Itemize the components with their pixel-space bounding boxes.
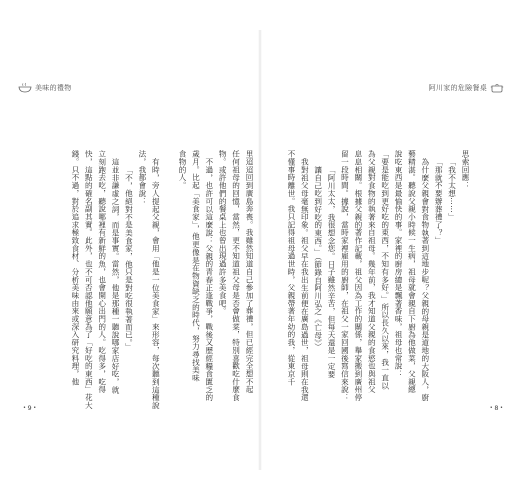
page-number: 8: [494, 404, 499, 412]
block-quote-column: 「不，他絕對不是美食家，他只是對吃很執著而已。」: [124, 165, 134, 351]
block-quote-column: 讓自己吃到好吃的東西。」（節錄自阿川弘之《亡母》）: [313, 165, 323, 351]
text-column: 食物的人。: [178, 150, 188, 190]
text-column: 歲月。比起「美食家」，他更像是在物資缺乏的時代，努力尋找美味: [191, 150, 201, 382]
text-column: 說吃東西是最愉快的事。家裡的廚房總是飄著香味，祖母也常說：: [394, 150, 404, 378]
running-header-title: 美味的禮物: [35, 83, 72, 92]
text-column: 這並非謙虛之詞，而是事實。當然，他是那種一聽說哪家店好吃，就: [111, 157, 121, 394]
text-column: 錢。只不過，對於追求極致食材、分析美味由來或深入研究料理，他: [70, 150, 80, 386]
pot-icon: [490, 82, 504, 93]
running-header-title: 阿川家的危險餐桌: [428, 83, 487, 92]
text-column: 不懂事時離世。我只記得祖母過世時，父親帶著年幼的我，從東京千: [286, 150, 296, 386]
text-column: 「要是能吃到更好吃的東西，不知有多好。」所以長久以來，我一直以: [380, 150, 390, 390]
text-column: 任何祖母的回憶，當然，更不知道祖父母是否會做菜，特別喜歡吃什麼食: [231, 150, 241, 402]
text-column: 為什麼父親會對食物執著到這地步呢？父親的母親是道地的大阪人，廚: [420, 157, 430, 402]
page-number: 9: [27, 404, 32, 412]
block-quote-column: 「阿川太太，我很想念您。日子雖然辛苦，但每天還是一定要: [327, 165, 337, 378]
bowl-icon: [18, 82, 32, 93]
text-column: 有時，旁人提起父親，會用「他是一位美食家」來形容，每次聽到這種說: [151, 157, 161, 410]
book-spine: [258, 30, 262, 470]
running-header-left: [18, 82, 72, 93]
text-column: 息息相關。根據父親的著作記載，祖父因為工作的關係，舉家搬到廣州停: [353, 150, 363, 402]
text-column: 里迢迢回到廣島奔喪。我雖然知道自己參加了葬禮，但已經完全想不起: [245, 150, 254, 394]
right-page-body: [280, 150, 472, 406]
text-column: 物。或許他們的餐桌上也曾出現過許多美食吧。: [218, 150, 228, 315]
text-column: 法，我都會說：: [137, 150, 147, 205]
running-header-right: [429, 82, 504, 93]
left-page-body: [64, 150, 256, 410]
text-column: 為父親對食物的執著來自祖母。幾年前，我才知道父親的食慾也與祖父: [367, 150, 377, 394]
text-column: 留一段時間。據說，當時家裡雇用的廚師，在祖父一家回國後寫信來說：: [340, 150, 350, 402]
text-column: 立刻跑去吃，聽說哪裡有新鮮的魚，也會開心出門的人。吃得多，吃得: [97, 150, 107, 394]
text-column: 「我不太想⋯⋯」: [447, 157, 457, 221]
page-number-right: [490, 404, 503, 412]
text-column: 「那就不要辦葬禮了？」: [434, 157, 444, 245]
text-column: 不過，也許可以這麼說：父親的青春正逢戰爭，戰後又歷經糧食匱乏的: [204, 157, 214, 402]
page-number-left: [23, 404, 36, 412]
paragraph-gap: [162, 150, 175, 406]
text-column: 思索回應：: [461, 150, 470, 190]
text-column: 我對祖父母毫無印象。祖父早在我出生前便在廣島過世，祖母則在我還: [300, 157, 310, 402]
text-column: 快，這點的確名副其實。此外，也不可否認他願意為了「好吃的東西」花大: [84, 150, 94, 410]
text-column: 藝精湛。聽說父親小時候一生病，祖母就會親自下廚為他做菜，父親總: [407, 150, 417, 394]
